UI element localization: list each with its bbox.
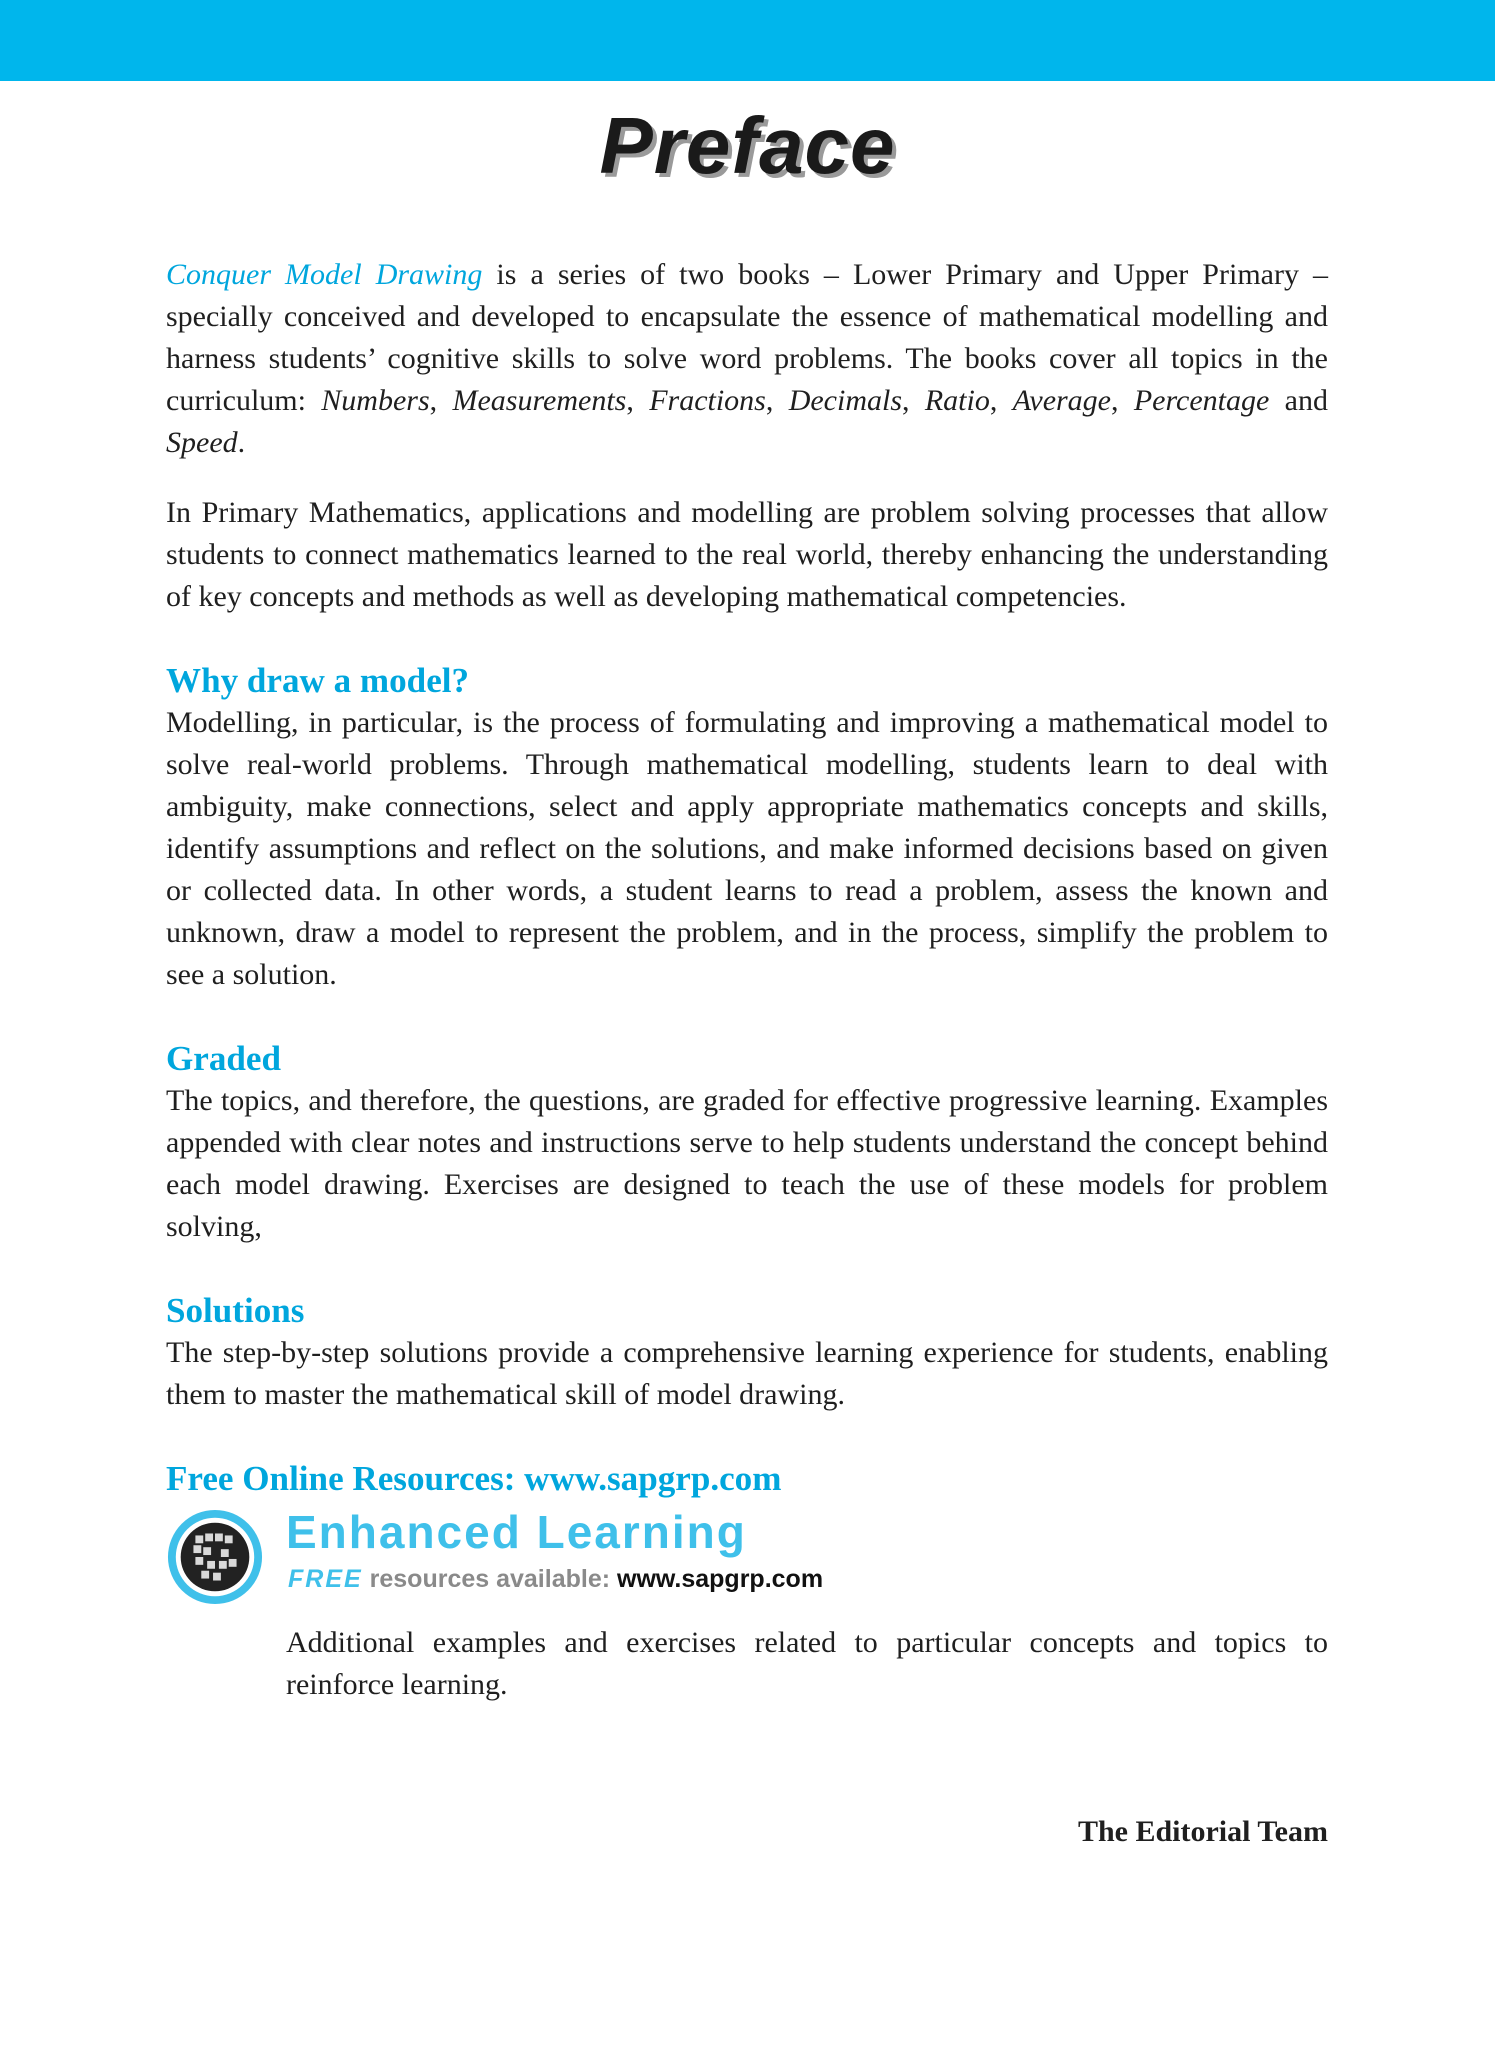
section-solutions <box>166 1290 1328 1416</box>
banner-subtitle <box>288 1564 823 1594</box>
topic-numbers: Numbers <box>321 384 430 417</box>
enhanced-learning-logo-icon <box>166 1508 264 1606</box>
section-why-draw <box>166 660 1328 996</box>
topic-average: Average <box>1012 384 1111 417</box>
banner-available-label: resources available: <box>362 1565 617 1593</box>
banner-url: www.sapgrp.com <box>617 1565 824 1593</box>
section-heading: Why draw a model? <box>166 661 470 700</box>
enhanced-learning-banner <box>166 1506 1328 1610</box>
separator: . <box>237 426 246 459</box>
separator: and <box>1269 384 1328 417</box>
series-name: Conquer Model Drawing <box>166 258 483 291</box>
resources-heading: Free Online Resources: www.sapgrp.com <box>166 1459 782 1498</box>
separator: , <box>989 384 1013 417</box>
topic-measurements: Measurements <box>452 384 627 417</box>
separator: , <box>902 384 925 417</box>
separator: , <box>1111 384 1134 417</box>
topic-fractions: Fractions <box>649 384 766 417</box>
resources-description: Additional examples and exercises related to particular concepts and topics to reinforce learning. <box>286 1626 1328 1701</box>
section-heading: Graded <box>166 1039 281 1078</box>
section-body: The topics, and therefore, the questions, are graded for effective progressive learning. Examples appended with clear notes and instructions serve to help students understand the concept behind each model drawing. Exercises are designed to teach the use of these models for problem solving, <box>166 1084 1328 1243</box>
banner-free-label: FREE <box>288 1565 363 1593</box>
topic-speed: Speed <box>166 426 238 459</box>
header-band <box>0 0 1495 81</box>
topic-decimals: Decimals <box>788 384 903 417</box>
separator: , <box>765 384 789 417</box>
section-graded <box>166 1038 1328 1248</box>
section-heading: Solutions <box>166 1291 305 1330</box>
intro-text: is a series of two books – Lower Primary and Upper Primary – specially conceived and developed to encapsulate the essence of mathematical modelling and harness students’ cognitive skills to solve word problems. The books cover all topics in the curriculum: <box>166 258 1328 417</box>
banner-title: Enhanced Learning <box>286 1506 747 1558</box>
preface-body <box>166 254 1328 1706</box>
section-body: The step-by-step solutions provide a comprehensive learning experience for students, enabling them to master the mathematical skill of model drawing. <box>166 1336 1328 1411</box>
topic-percentage: Percentage <box>1133 384 1270 417</box>
applications-paragraph: In Primary Mathematics, applications and modelling are problem solving processes that allow students to connect mathematics learned to the real world, thereby enhancing the understanding of key concepts and methods as well as developing mathematical competencies. <box>166 496 1328 613</box>
signature: The Editorial Team <box>1077 1815 1328 1848</box>
intro-paragraph <box>166 254 1328 464</box>
section-body: Modelling, in particular, is the process of formulating and improving a mathematical model to solve real-world problems. Through mathematical modelling, students learn to deal with ambiguity, make connections, select and apply appropriate mathematics concepts and skills, identify assumptions and reflect on the solutions, and make informed decisions based on given or collected data. In other words, a student learns to read a problem, assess the known and unknown, draw a model to represent the problem, and in the process, simplify the problem to see a solution. <box>166 706 1328 991</box>
separator: , <box>626 384 650 417</box>
separator: , <box>429 384 453 417</box>
resources-section <box>166 1458 1328 1706</box>
topic-ratio: Ratio <box>924 384 990 417</box>
page-title: Preface <box>599 101 896 190</box>
